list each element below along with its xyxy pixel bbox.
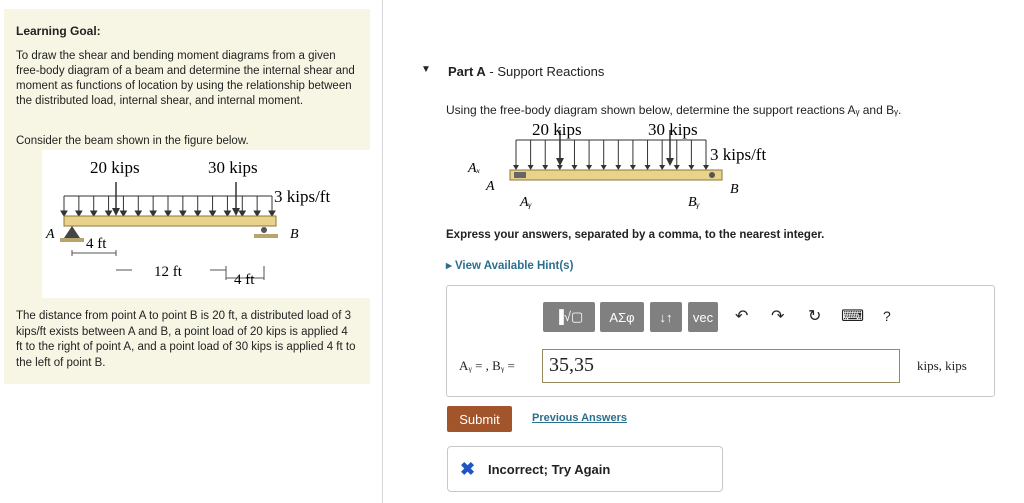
undo-icon[interactable]: ↶: [735, 308, 749, 325]
distributed-load-arrowhead: [542, 165, 548, 170]
help-icon[interactable]: ?: [883, 308, 891, 324]
distributed-load-arrowhead: [165, 211, 171, 216]
load2-label: 30 kips: [208, 158, 258, 177]
greek-symbols-button[interactable]: ΑΣφ: [600, 302, 644, 332]
point-b-label: B: [290, 227, 299, 242]
part-subtitle: Support Reactions: [497, 64, 605, 79]
part-title: [448, 64, 604, 79]
distributed-load-arrowhead: [120, 211, 126, 216]
consider-text: Consider the beam shown in the figure below.: [16, 135, 249, 147]
distributed-load-arrowhead: [269, 211, 275, 216]
part-name: Part A: [448, 64, 486, 79]
distributed-load-arrowhead: [703, 165, 709, 170]
learning-goal-text: To draw the shear and bending moment diagrams from a given free-body diagram of a beam and determine the internal shear and moment as functions of location by using the relationship between the distributed load, internal shear, and internal moment.: [16, 50, 355, 107]
submit-button[interactable]: Submit: [447, 406, 512, 432]
part-separator: -: [485, 64, 498, 79]
part-collapse-toggle[interactable]: ▼: [421, 64, 431, 75]
distributed-load-arrowhead: [76, 211, 82, 216]
previous-answers-link[interactable]: Previous Answers: [532, 412, 627, 424]
learning-goal-panel: [4, 9, 370, 384]
answer-input[interactable]: 35,35: [542, 349, 900, 383]
distributed-load-arrowhead: [239, 211, 245, 216]
distributed-load-arrowhead: [586, 165, 592, 170]
distributed-load-arrowhead: [630, 165, 636, 170]
fbd-a-label: A: [486, 179, 495, 194]
distributed-load-arrowhead: [210, 211, 216, 216]
distributed-load-arrowhead: [135, 211, 141, 216]
express-instruction: Express your answers, separated by a comma, to the nearest integer.: [446, 229, 825, 241]
view-hints-link[interactable]: ▸ View Available Hint(s): [446, 260, 574, 272]
distributed-load-arrowhead: [150, 211, 156, 216]
fbd-dist-load-label: 3 kips/ft: [710, 145, 767, 164]
distributed-load-arrowhead: [180, 211, 186, 216]
fbd-load1-label: 20 kips: [532, 120, 582, 139]
dist-load-label: 3 kips/ft: [274, 187, 331, 206]
dim-4ft-right: 4 ft: [234, 272, 255, 288]
distributed-load-arrowhead: [557, 165, 563, 170]
dim-4ft-left: 4 ft: [86, 236, 107, 252]
distributed-load-arrowhead: [61, 211, 67, 216]
answer-units: kips, kips: [917, 358, 967, 373]
fbd-load2-label: 30 kips: [648, 120, 698, 139]
distributed-load-arrowhead: [688, 165, 694, 170]
distributed-load-arrowhead: [528, 165, 534, 170]
ay-label: Aᵧ: [520, 195, 532, 210]
column-divider: [382, 0, 383, 503]
vec-button[interactable]: vec: [688, 302, 718, 332]
reset-icon[interactable]: ↻: [808, 308, 822, 325]
instruction-text: Using the free-body diagram shown below, determine the support reactions Aᵧ and Bᵧ.: [446, 103, 902, 117]
load1-label: 20 kips: [90, 158, 140, 177]
distributed-load-arrowhead: [91, 211, 97, 216]
distributed-load-arrowhead: [674, 165, 680, 170]
distributed-load-arrowhead: [615, 165, 621, 170]
learning-goal-title: Learning Goal:: [16, 24, 101, 38]
answer-label: Aᵧ = , Bᵧ =: [459, 358, 515, 373]
arrows-button[interactable]: ↓↑: [650, 302, 682, 332]
distributed-load-arrowhead: [571, 165, 577, 170]
answer-box: [446, 285, 995, 397]
free-body-diagram: [466, 118, 786, 218]
distributed-load-arrowhead: [224, 211, 230, 216]
point-a-label: A: [46, 227, 55, 242]
distributed-load-arrowhead: [645, 165, 651, 170]
distributed-load-arrowhead: [601, 165, 607, 170]
distributed-load-arrowhead: [659, 165, 665, 170]
fbd-b-label: B: [730, 182, 739, 197]
incorrect-icon: ✖: [460, 459, 476, 479]
keyboard-icon[interactable]: ⌨: [841, 308, 865, 325]
distributed-load-arrowhead: [195, 211, 201, 216]
distributed-load-arrowhead: [513, 165, 519, 170]
distributed-load-arrowhead: [106, 211, 112, 216]
by-label: Bᵧ: [688, 195, 700, 210]
templates-button[interactable]: ▐√▢: [543, 302, 595, 332]
problem-description: The distance from point A to point B is 20 ft, a distributed load of 3 kips/ft exists between A and B, a point load of 20 kips is applied 4 ft to the right of point A, and a point load of 30 kips is applied 4 ft to the left of point B.: [16, 310, 356, 369]
feedback-box: [447, 446, 723, 492]
ax-label: Aₓ: [468, 161, 481, 176]
beam-figure: [42, 150, 372, 298]
distributed-load-arrowhead: [254, 211, 260, 216]
dim-12ft: 12 ft: [154, 264, 182, 280]
redo-icon[interactable]: ↷: [771, 308, 785, 325]
feedback-text: Incorrect; Try Again: [488, 462, 611, 477]
